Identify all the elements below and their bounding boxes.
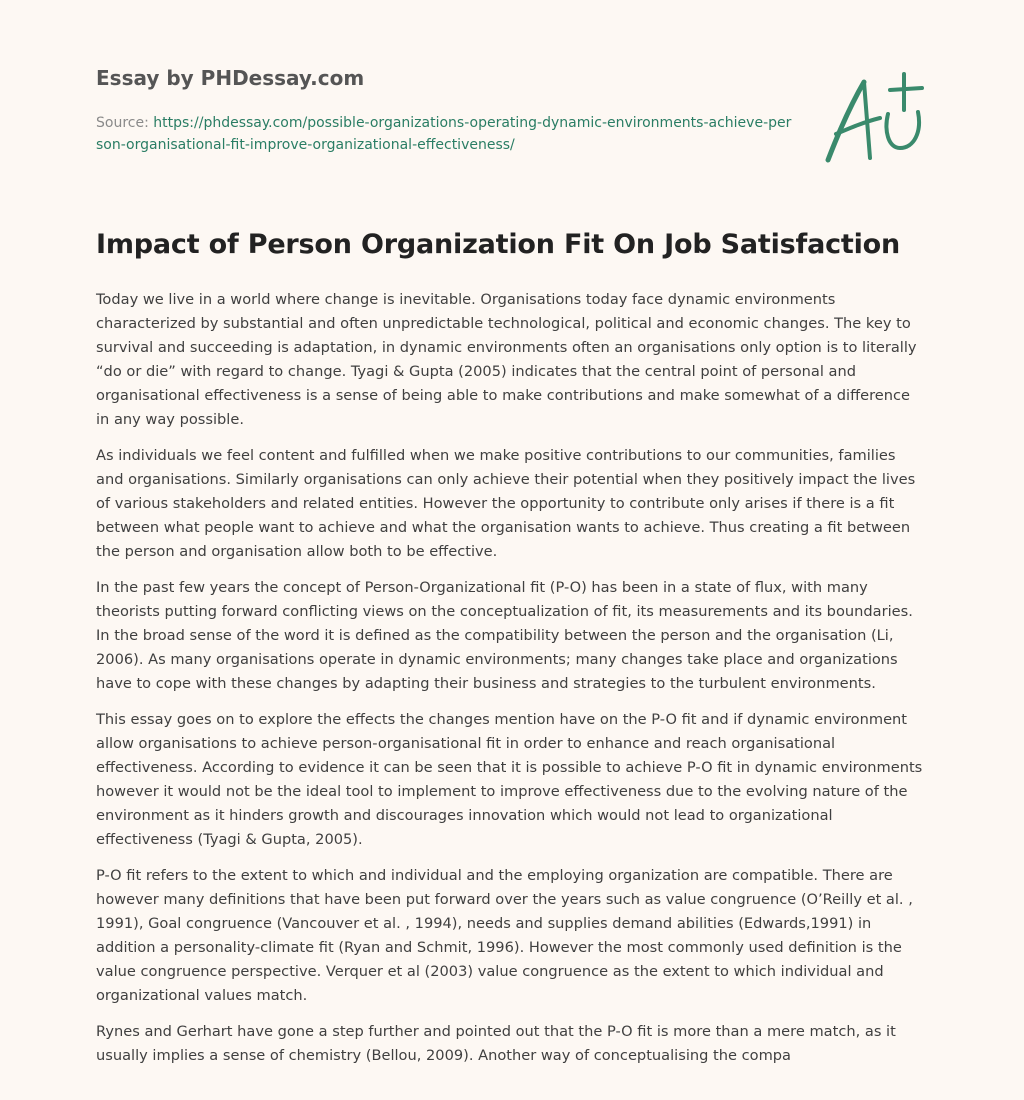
article-paragraph: Today we live in a world where change is inevitable. Organisations today face dynamic environments characterized by substantial and often unpredictable technological, political and economic changes. The key to survival and succeeding is adaptation, in dynamic environments often an organisations only option is to literally “do or die” with regard to change. Tyagi & Gupta (2005) indicates that the central point of personal and organisational effectiveness is a sense of being able to make contributions and make somewhat of a difference in any way possible. (96, 291, 917, 428)
source-label: Source: (96, 115, 149, 131)
article (96, 226, 926, 1080)
page-header (96, 64, 796, 156)
a-plus-grade-icon (820, 68, 930, 168)
source-line (96, 112, 796, 156)
article-paragraph: This essay goes on to explore the effects the changes mention have on the P-O fit and if dynamic environment allow organisations to achieve person-organisational fit in order to enhance and reach organisational effectiveness. According to evidence it can be seen that it is possible to achieve P-O fit in dynamic environments however it would not be the ideal tool to implement to improve effectiveness due to the evolving nature of the environment as it hinders growth and discourages innovation which would not lead to organizational effectiveness (Tyagi & Gupta, 2005). (96, 711, 923, 848)
site-title: Essay by PHDessay.com (96, 66, 365, 90)
article-paragraph: P-O fit refers to the extent to which and individual and the employing organization are compatible. There are however many definitions that have been put forward over the years such as value congruence (O’Reilly et al. , 1991), Goal congruence (Vancouver et al. , 1994), needs and supplies demand abilities (Edwards,1991) in addition a personality-climate fit (Ryan and Schmit, 1996). However the most commonly used definition is the value congruence perspective. Verquer et al (2003) value congruence as the extent to which individual and organizational values match. (96, 867, 913, 1004)
source-link[interactable]: https://phdessay.com/possible-organizations-operating-dynamic-environments-achieve-person-organisational-fit-improve-organizational-effectiveness/ (96, 115, 792, 153)
article-paragraph: As individuals we feel content and fulfilled when we make positive contributions to our communities, families and organisations. Similarly organisations can only achieve their potential when they positively impact the lives of various stakeholders and related entities. However the opportunity to contribute only arises if there is a fit between what people want to achieve and what the organisation wants to achieve. Thus creating a fit between the person and organisation allow both to be effective. (96, 447, 916, 560)
article-title: Impact of Person Organization Fit On Job Satisfaction (96, 229, 901, 260)
article-paragraph: In the past few years the concept of Person-Organizational fit (P-O) has been in a state of flux, with many theorists putting forward conflicting views on the conceptualization of fit, its measurements and its boundaries. In the broad sense of the word it is defined as the compatibility between the person and the organisation (Li, 2006). As many organisations operate in dynamic environments; many changes take place and organizations have to cope with these changes by adapting their business and strategies to the turbulent environments. (96, 579, 913, 692)
article-paragraph: Rynes and Gerhart have gone a step further and pointed out that the P-O fit is more than a mere match, as it usually implies a sense of chemistry (Bellou, 2009). Another way of conceptualising the compa (96, 1023, 896, 1064)
